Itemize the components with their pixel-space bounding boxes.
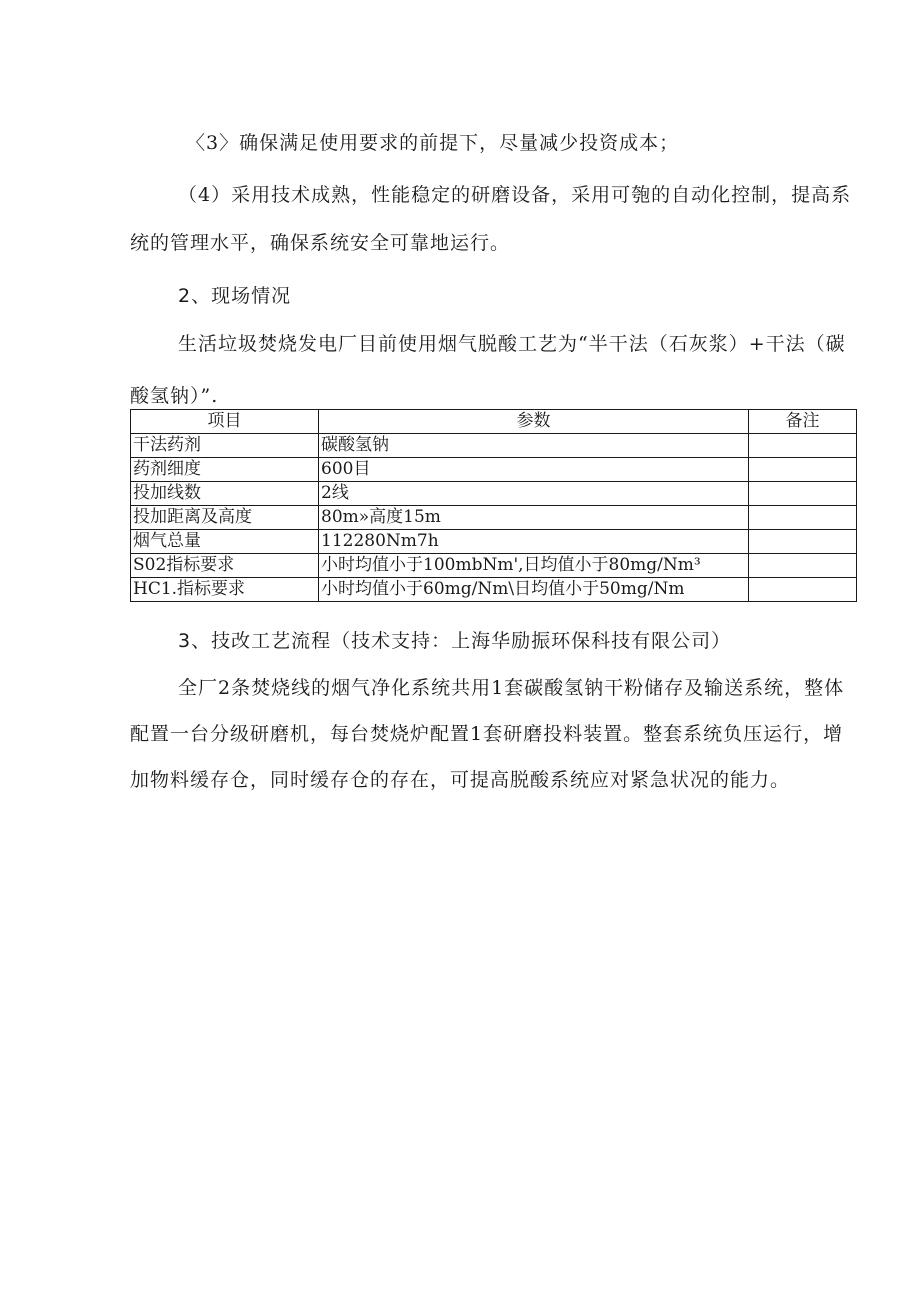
- table-cell: [749, 506, 857, 530]
- table-cell: [749, 458, 857, 482]
- header-parameter: 参数: [319, 410, 749, 434]
- table-row: [131, 434, 857, 458]
- section-3-paragraph: 全厂2条焚烧线的烟气净化系统共用1套碳酸氢钠干粉储存及输送系统，整体配置一台分级研磨机，每台焚烧炉配置1套研磨投料装置。整套系统负压运行，增加物料缓存仓，同时缓存仓的存在，可提高脱酸系统应对紧急状况的能力。: [130, 677, 845, 791]
- table-cell: [749, 434, 857, 458]
- table-cell: 112280Nm7h: [319, 530, 749, 554]
- table-cell: [749, 530, 857, 554]
- table-cell: [749, 482, 857, 506]
- table-cell: 2线: [319, 482, 749, 506]
- parameters-table: [130, 409, 857, 602]
- paragraph-item-4: （4）采用技术成熟，性能稳定的研磨设备，采用可匏的自动化控制，提高系统的管理水平，确保系统安全可靠地运行。: [130, 184, 852, 254]
- table-cell: 小时均值小于100mbNm',日均值小于80mg/Nm³: [319, 554, 749, 578]
- table-row: [131, 458, 857, 482]
- header-remark: 备注: [749, 410, 857, 434]
- table-cell: 干法药剂: [131, 434, 319, 458]
- table-cell: 碳酸氢钠: [319, 434, 749, 458]
- table-row: [131, 506, 857, 530]
- section-2-heading: 2、现场情况: [178, 285, 292, 307]
- table-header-row: [131, 410, 857, 434]
- table-cell: [749, 578, 857, 602]
- table-cell: 投加距离及高度: [131, 506, 319, 530]
- table-cell: HC1.指标要求: [131, 578, 319, 602]
- table-row: [131, 482, 857, 506]
- table-cell: 投加线数: [131, 482, 319, 506]
- table-cell: 小时均值小于60mg/Nm\日均值小于50mg/Nm: [319, 578, 749, 602]
- table-row: [131, 578, 857, 602]
- table-cell: 80m»高度15m: [319, 506, 749, 530]
- table-cell: 烟气总量: [131, 530, 319, 554]
- table-cell: 600目: [319, 458, 749, 482]
- table-row: [131, 530, 857, 554]
- paragraph-item-3: 〈3〉确保满足使用要求的前提下，尽量减少投资成本；: [186, 132, 680, 154]
- table-cell: [749, 554, 857, 578]
- table-cell: 药剂细度: [131, 458, 319, 482]
- header-item: 项目: [131, 410, 319, 434]
- table-cell: S02指标要求: [131, 554, 319, 578]
- section-3-heading: 3、技改工艺流程（技术支持：上海华励振环保科技有限公司）: [178, 630, 732, 652]
- section-2-paragraph: 生活垃圾焚烧发电厂目前使用烟气脱酸工艺为“半干法（石灰浆）+干法（碳酸氢钠）”.: [130, 333, 846, 407]
- table-row: [131, 554, 857, 578]
